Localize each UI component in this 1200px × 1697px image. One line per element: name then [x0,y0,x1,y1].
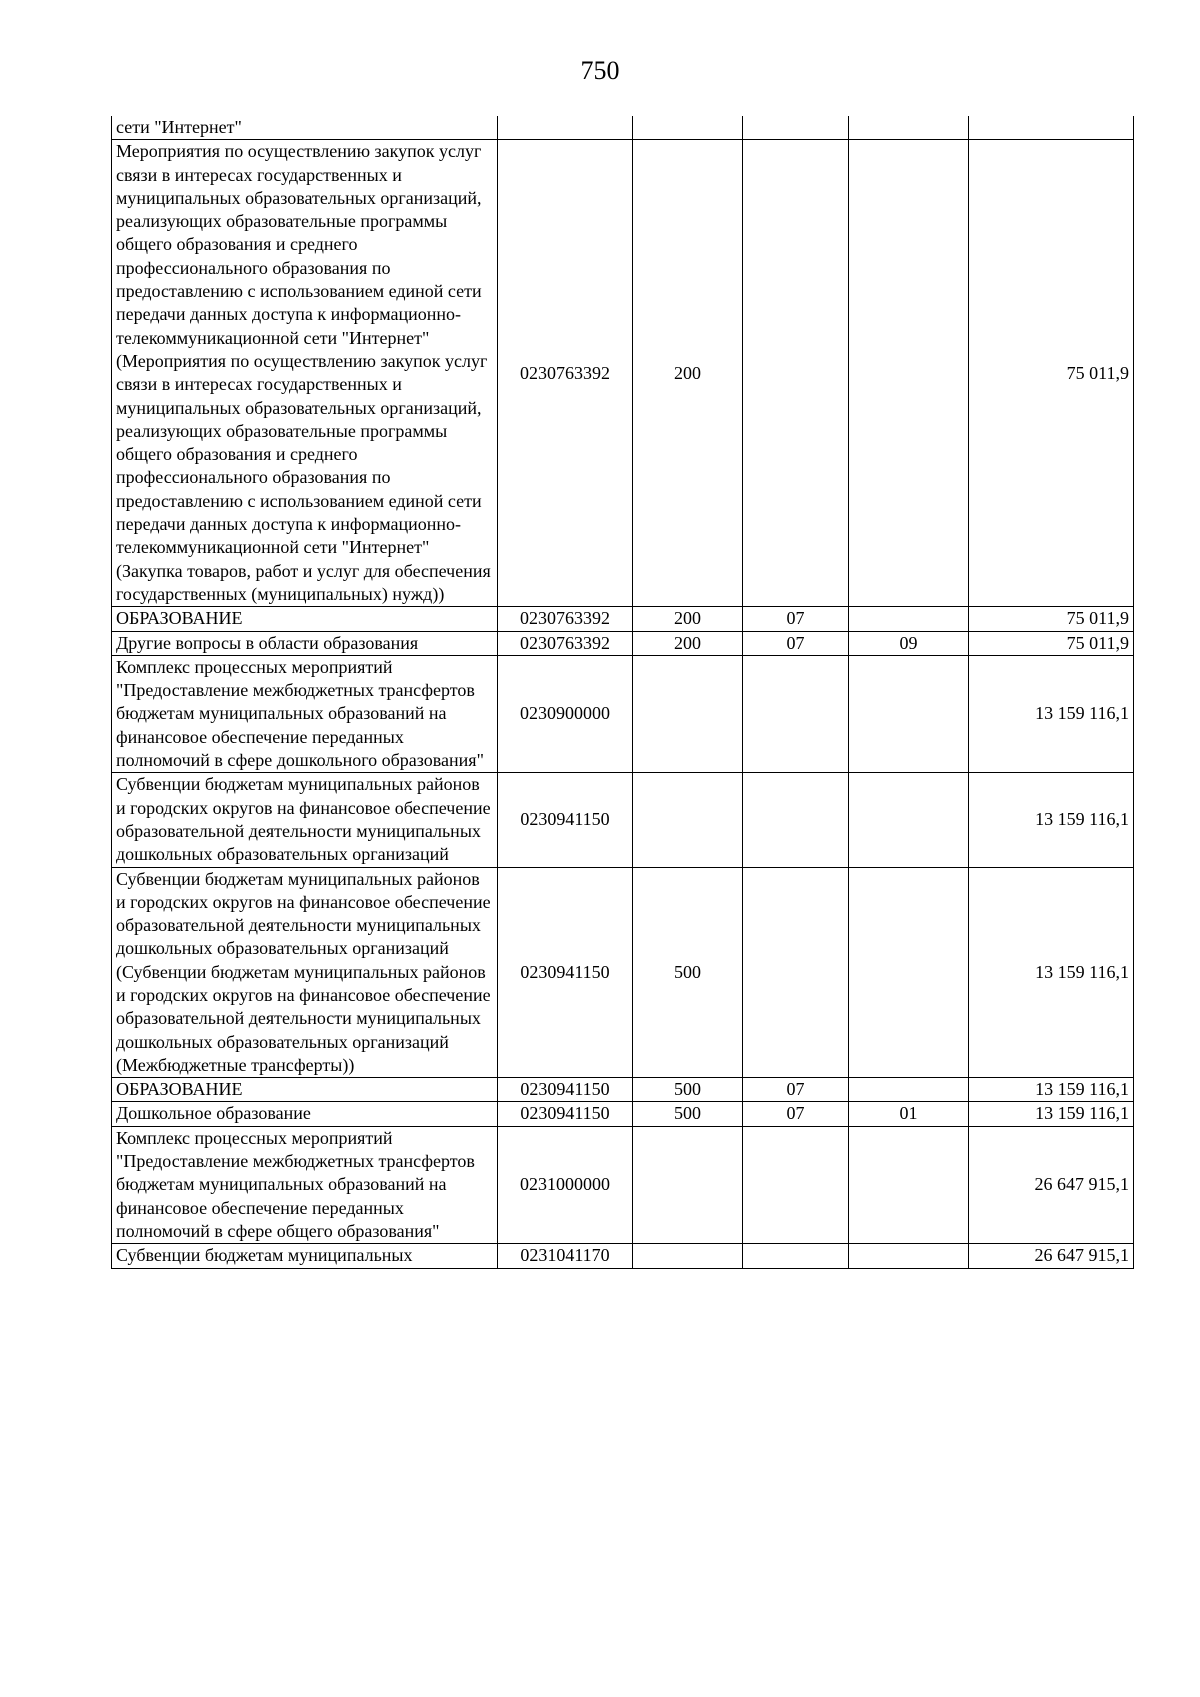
row-target-code: 0231041170 [498,1244,633,1268]
row-target-code: 0230941150 [498,1102,633,1126]
row-subsection [849,116,969,140]
row-subsection [849,607,969,631]
row-name: ОБРАЗОВАНИЕ [112,607,498,631]
table-row [112,867,1134,1078]
row-amount: 26 647 915,1 [969,1126,1134,1243]
row-name: Субвенции бюджетам муниципальных районов и городских округов на финансовое обеспечение образовательной деятельности муниципальных дошкольных образовательных организаций [112,773,498,867]
row-target-code: 0230900000 [498,655,633,772]
row-target-code: 0230763392 [498,140,633,607]
row-expense-type: 500 [633,1078,743,1102]
row-name: Комплекс процессных мероприятий "Предоставление межбюджетных трансфертов бюджетам муниципальных образований на финансовое обеспечение переданных полномочий в сфере общего образования" [112,1126,498,1243]
row-name: ОБРАЗОВАНИЕ [112,1078,498,1102]
row-section: 07 [743,607,849,631]
row-amount [969,116,1134,140]
row-section [743,140,849,607]
row-subsection [849,1126,969,1243]
table-row [112,1126,1134,1243]
row-name: Субвенции бюджетам муниципальных [112,1244,498,1268]
row-name: Дошкольное образование [112,1102,498,1126]
row-section: 07 [743,631,849,655]
table-row [112,655,1134,772]
table-row [112,140,1134,607]
row-subsection [849,1078,969,1102]
row-subsection [849,773,969,867]
row-amount: 26 647 915,1 [969,1244,1134,1268]
row-subsection [849,1244,969,1268]
row-expense-type [633,116,743,140]
row-expense-type [633,1126,743,1243]
row-section: 07 [743,1102,849,1126]
row-amount: 13 159 116,1 [969,1078,1134,1102]
table-row [112,116,1134,140]
row-amount: 75 011,9 [969,631,1134,655]
row-section [743,655,849,772]
row-expense-type: 200 [633,140,743,607]
row-section [743,116,849,140]
row-target-code: 0230941150 [498,1078,633,1102]
row-target-code [498,116,633,140]
row-expense-type: 500 [633,867,743,1078]
row-expense-type [633,655,743,772]
table-row [112,1102,1134,1126]
row-section [743,867,849,1078]
row-section [743,1126,849,1243]
row-section [743,773,849,867]
row-target-code: 0231000000 [498,1126,633,1243]
table-row [112,631,1134,655]
row-name: Другие вопросы в области образования [112,631,498,655]
row-target-code: 0230941150 [498,867,633,1078]
row-subsection: 09 [849,631,969,655]
row-amount: 13 159 116,1 [969,773,1134,867]
row-expense-type: 200 [633,607,743,631]
row-expense-type: 500 [633,1102,743,1126]
row-amount: 13 159 116,1 [969,867,1134,1078]
page-number: 750 [580,56,620,85]
row-amount: 75 011,9 [969,140,1134,607]
row-expense-type [633,773,743,867]
row-expense-type: 200 [633,631,743,655]
row-target-code: 0230763392 [498,607,633,631]
table-row [112,607,1134,631]
row-name: сети "Интернет" [112,116,498,140]
row-subsection: 01 [849,1102,969,1126]
row-expense-type [633,1244,743,1268]
row-amount: 13 159 116,1 [969,655,1134,772]
table-row [112,773,1134,867]
row-target-code: 0230941150 [498,773,633,867]
row-name: Мероприятия по осуществлению закупок услуг связи в интересах государственных и муниципальных образовательных организаций, реализующих образовательные программы общего образования и среднего профессионального образования по предоставлению с использованием единой сети передачи данных доступа к информационно-телекоммуникационной сети "Интернет" (Мероприятия по осуществлению закупок услуг связи в интересах государственных и муниципальных образовательных организаций, реализующих образовательные программы общего образования и среднего профессионального образования по предоставлению с использованием единой сети передачи данных доступа к информационно-телекоммуникационной сети "Интернет" (Закупка товаров, работ и услуг для обеспечения государственных (муниципальных) нужд)) [112,140,498,607]
row-target-code: 0230763392 [498,631,633,655]
table-row [112,1078,1134,1102]
budget-table [111,116,1134,1269]
table-row [112,1244,1134,1268]
row-section: 07 [743,1078,849,1102]
row-amount: 75 011,9 [969,607,1134,631]
row-section [743,1244,849,1268]
row-name: Комплекс процессных мероприятий "Предоставление межбюджетных трансфертов бюджетам муниципальных образований на финансовое обеспечение переданных полномочий в сфере дошкольного образования" [112,655,498,772]
row-subsection [849,867,969,1078]
row-name: Субвенции бюджетам муниципальных районов и городских округов на финансовое обеспечение образовательной деятельности муниципальных дошкольных образовательных организаций (Субвенции бюджетам муниципальных районов и городских округов на финансовое обеспечение образовательной деятельности муниципальных дошкольных образовательных организаций (Межбюджетные трансферты)) [112,867,498,1078]
row-amount: 13 159 116,1 [969,1102,1134,1126]
row-subsection [849,140,969,607]
row-subsection [849,655,969,772]
